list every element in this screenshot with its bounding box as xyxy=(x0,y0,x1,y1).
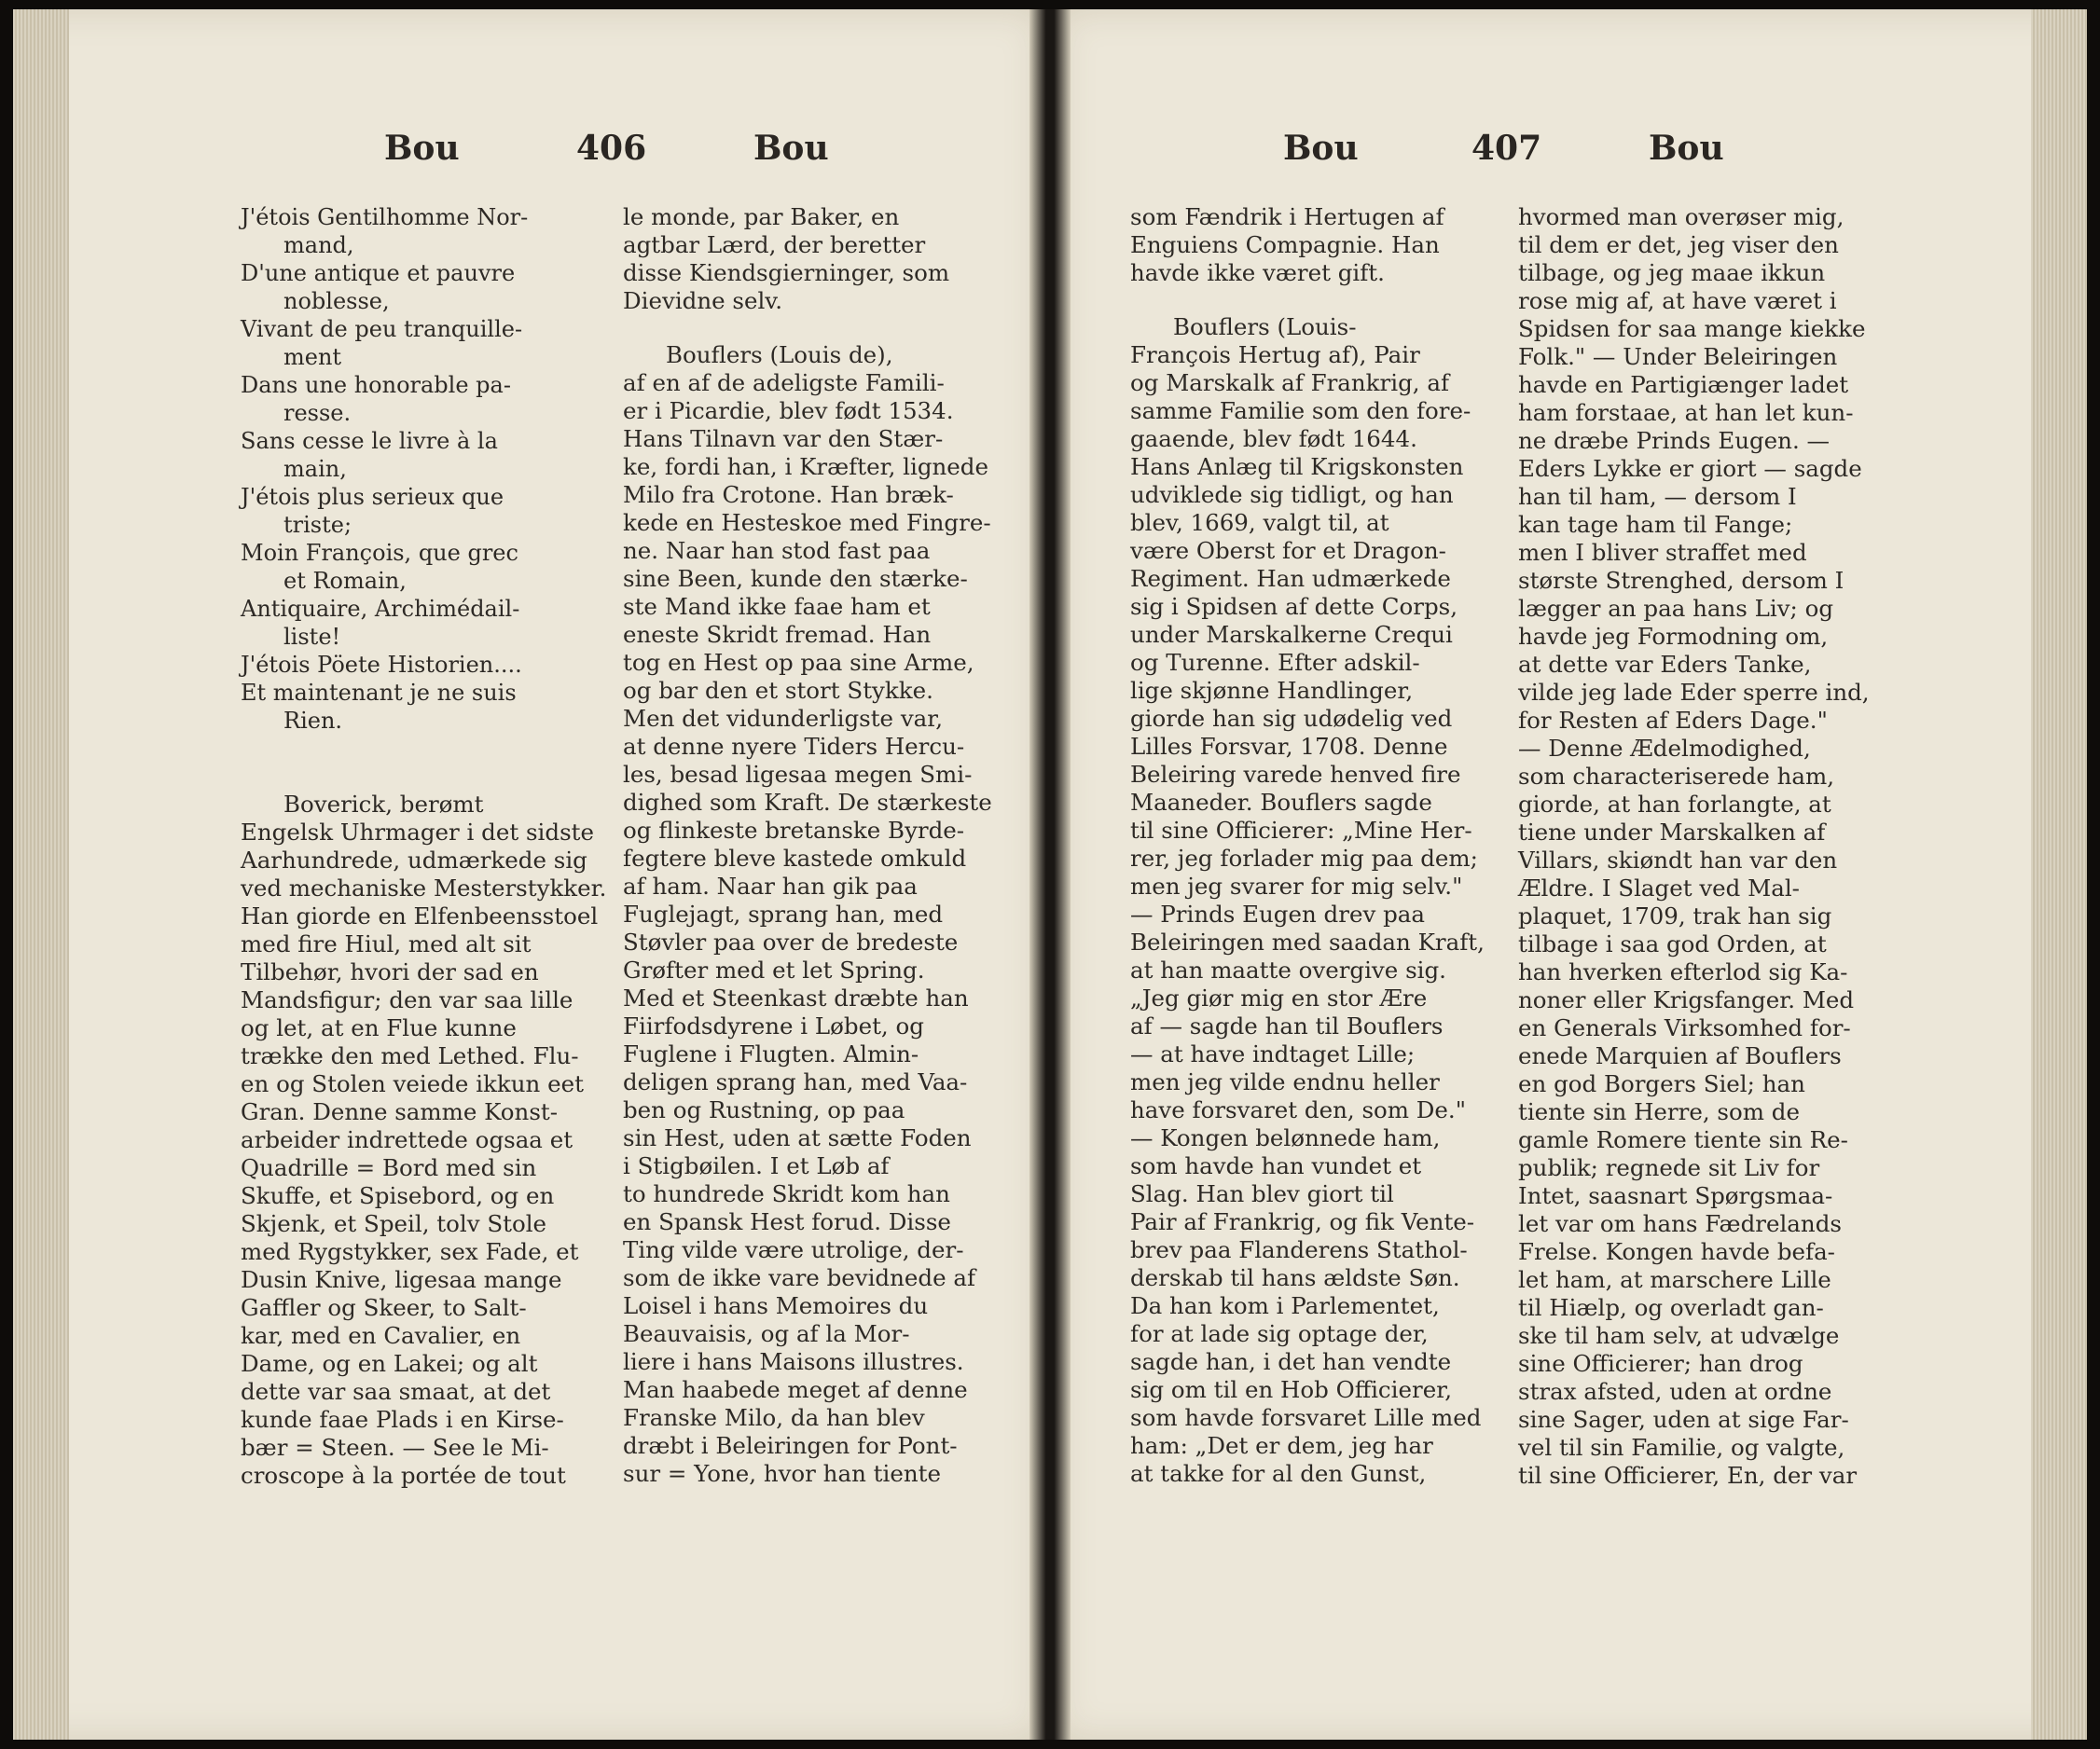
text-line: og let, at en Flue kunne xyxy=(241,1014,517,1041)
text-line: som havde forsvaret Lille med xyxy=(1130,1404,1482,1431)
text-line: Antiquaire, Archimédail- xyxy=(241,596,520,622)
text-line: Fuglejagt, sprang han, med xyxy=(623,901,944,928)
text-line: hvormed man overøser mig, xyxy=(1518,203,1844,230)
text-line: Skuffe, et Spisebord, og en xyxy=(241,1182,555,1209)
text-line: François Hertug af), Pair xyxy=(1130,341,1420,368)
text-line: derskab til hans ældste Søn. xyxy=(1130,1264,1460,1291)
text-line: dræbt i Beleiringen for Pont- xyxy=(623,1432,958,1459)
text-line: under Marskalkerne Crequi xyxy=(1130,621,1453,648)
text-line: Bouflers (Louis- xyxy=(1173,313,1357,340)
right-page-edge xyxy=(2031,9,2087,1740)
text-line: Boverick, berømt xyxy=(283,791,484,818)
text-line: — Prinds Eugen drev paa xyxy=(1130,901,1425,928)
text-line: og bar den et stort Stykke. xyxy=(623,677,933,704)
text-line: med Rygstykker, sex Fade, et xyxy=(241,1238,579,1265)
text-line: til sine Officierer: „Mine Her- xyxy=(1130,817,1472,844)
text-line: main, xyxy=(283,456,347,482)
text-line: største Strenghed, dersom I xyxy=(1518,567,1844,594)
text-line: plaquet, 1709, trak han sig xyxy=(1518,902,1832,930)
text-line: ne dræbe Prinds Eugen. — xyxy=(1518,427,1831,454)
text-line: vilde jeg lade Eder sperre ind, xyxy=(1518,679,1870,706)
text-line: Da han kom i Parlementet, xyxy=(1130,1292,1440,1319)
text-line: ske til ham selv, at udvælge xyxy=(1518,1322,1840,1349)
text-line: D'une antique et pauvre xyxy=(241,260,516,286)
text-line: Støvler paa over de bredeste xyxy=(623,929,959,956)
text-line: Beauvaisis, og af la Mor- xyxy=(623,1320,910,1347)
text-line: Fuglene i Flugten. Almin- xyxy=(623,1040,919,1067)
poem xyxy=(241,203,595,735)
text-line: arbeider indrettede ogsaa et xyxy=(241,1126,573,1153)
text-line: fegtere bleve kastede omkuld xyxy=(623,845,967,872)
text-line: agtbar Lærd, der beretter xyxy=(623,231,926,258)
text-line: Ting vilde være utrolige, der- xyxy=(623,1236,964,1263)
text-line: havde ikke været gift. xyxy=(1130,259,1385,286)
text-line: — Denne Ædelmodighed, xyxy=(1518,735,1811,762)
text-line: Grøfter med et let Spring. xyxy=(623,957,925,984)
text-line: Regiment. Han udmærkede xyxy=(1130,565,1451,592)
text-line: udviklede sig tidligt, og han xyxy=(1130,481,1454,508)
text-line: Frelse. Kongen havde befa- xyxy=(1518,1238,1835,1265)
entry-boverick xyxy=(241,791,607,1490)
text-line: men I bliver straffet med xyxy=(1518,539,1807,566)
text-line: at dette var Eders Tanke, xyxy=(1518,651,1812,678)
text-line: Vivant de peu tranquille- xyxy=(241,316,523,342)
text-line: to hundrede Skridt kom han xyxy=(623,1180,950,1207)
text-line: Enguiens Compagnie. Han xyxy=(1130,231,1440,258)
text-line: „Jeg giør mig en stor Ære xyxy=(1130,985,1428,1012)
text-line: Han giorde en Elfenbeensstoel xyxy=(241,902,599,930)
text-line: som de ikke vare bevidnede af xyxy=(623,1264,976,1291)
text-line: han hverken efterlod sig Ka- xyxy=(1518,958,1848,985)
text-line: kan tage ham til Fange; xyxy=(1518,511,1793,538)
left-column-2-text xyxy=(623,203,992,1488)
text-line: enede Marquien af Bouflers xyxy=(1518,1042,1842,1069)
text-line: Eders Lykke er giort — sagde xyxy=(1518,455,1862,482)
text-line: mand, xyxy=(283,232,354,258)
text-line: giorde han sig udødelig ved xyxy=(1130,705,1453,732)
text-line: som Fændrik i Hertugen af xyxy=(1130,203,1444,230)
text-line: Ældre. I Slaget ved Mal- xyxy=(1518,874,1800,902)
text-line: have forsvaret den, som De." xyxy=(1130,1096,1466,1123)
text-line: og Marskalk af Frankrig, af xyxy=(1130,369,1450,396)
text-line: ment xyxy=(283,344,342,370)
text-line: Intet, saasnart Spørgsmaa- xyxy=(1518,1182,1833,1209)
text-line: kar, med en Cavalier, en xyxy=(241,1322,521,1349)
text-line: Villars, skiøndt han var den xyxy=(1518,847,1838,874)
left-page-number: 406 xyxy=(576,129,647,168)
text-line: — Kongen belønnede ham, xyxy=(1130,1124,1441,1151)
text-line: Beleiringen med saadan Kraft, xyxy=(1130,929,1485,956)
text-line: en god Borgers Siel; han xyxy=(1518,1070,1805,1097)
text-line: Franske Milo, da han blev xyxy=(623,1404,925,1431)
text-line: og flinkeste bretanske Byrde- xyxy=(623,817,965,844)
text-line: tilbage i saa god Orden, at xyxy=(1518,930,1827,957)
text-line: gamle Romere tiente sin Re- xyxy=(1518,1126,1848,1153)
text-line: Sans cesse le livre à la xyxy=(241,428,498,454)
text-line: Maaneder. Bouflers sagde xyxy=(1130,789,1432,816)
text-line: Mandsfigur; den var saa lille xyxy=(241,986,573,1013)
text-line: Bouflers (Louis de), xyxy=(666,341,893,368)
text-line: noner eller Krigsfanger. Med xyxy=(1518,986,1855,1013)
text-line: Gaffler og Skeer, to Salt- xyxy=(241,1294,527,1321)
text-line: Aarhundrede, udmærkede sig xyxy=(241,847,587,874)
text-line: ben og Rustning, op paa xyxy=(623,1096,905,1123)
text-line: publik; regnede sit Liv for xyxy=(1518,1154,1820,1181)
text-line: til sine Officierer, En, der var xyxy=(1518,1462,1858,1489)
text-line: disse Kiendsgierninger, som xyxy=(623,259,950,286)
text-line: Dievidne selv. xyxy=(623,287,783,314)
text-line: som havde han vundet et xyxy=(1130,1152,1422,1179)
text-line: Pair af Frankrig, og fik Vente- xyxy=(1130,1208,1475,1235)
text-line: sur = Yone, hvor han tiente xyxy=(623,1460,941,1487)
text-line: at denne nyere Tiders Hercu- xyxy=(623,733,965,760)
text-line: Spidsen for saa mange kiekke xyxy=(1518,315,1866,342)
text-line: resse. xyxy=(283,400,352,426)
right-header-word-left: Bou xyxy=(1283,129,1359,168)
text-line: sine Been, kunde den stærke- xyxy=(623,565,968,592)
text-line: ham: „Det er dem, jeg har xyxy=(1130,1432,1433,1459)
text-line: brev paa Flanderens Stathol- xyxy=(1130,1236,1468,1263)
text-line: men jeg vilde endnu heller xyxy=(1130,1068,1440,1095)
text-line: blev, 1669, valgt til, at xyxy=(1130,509,1389,536)
text-line: Slag. Han blev giort til xyxy=(1130,1180,1394,1207)
text-line: havde en Partigiænger ladet xyxy=(1518,371,1849,398)
text-line: Milo fra Crotone. Han bræk- xyxy=(623,481,954,508)
text-line: for Resten af Eders Dage." xyxy=(1518,707,1828,734)
left-page-edge xyxy=(13,9,69,1740)
text-line: men jeg svarer for mig selv." xyxy=(1130,873,1463,900)
text-line: tiente sin Herre, som de xyxy=(1518,1098,1800,1125)
text-line: vel til sin Familie, og valgte, xyxy=(1518,1434,1845,1461)
text-line: noblesse, xyxy=(283,288,390,314)
text-line: Moin François, que grec xyxy=(241,540,518,566)
text-line: gaaende, blev født 1644. xyxy=(1130,425,1417,452)
text-line: han til ham, — dersom I xyxy=(1518,483,1797,510)
text-line: Men det vidunderligste var, xyxy=(623,705,944,732)
text-line: til Hiælp, og overladt gan- xyxy=(1518,1294,1824,1321)
text-line: en Generals Virksomhed for- xyxy=(1518,1014,1851,1041)
text-line: sig om til en Hob Officierer, xyxy=(1130,1376,1453,1403)
right-column-2 xyxy=(1518,203,1891,1490)
text-line: Beleiring varede henved fire xyxy=(1130,761,1461,788)
text-line: dighed som Kraft. De stærkeste xyxy=(623,789,992,816)
text-line: tilbage, og jeg maae ikkun xyxy=(1518,259,1826,286)
text-line: Fiirfodsdyrene i Løbet, og xyxy=(623,1012,924,1040)
text-line: Lilles Forsvar, 1708. Denne xyxy=(1130,733,1448,760)
text-line: være Oberst for et Dragon- xyxy=(1130,537,1446,564)
text-line: J'étois plus serieux que xyxy=(241,484,504,510)
text-line: lægger an paa hans Liv; og xyxy=(1518,595,1834,622)
text-line: Skjenk, et Speil, tolv Stole xyxy=(241,1210,547,1237)
text-line: ste Mand ikke faae ham et xyxy=(623,593,931,620)
text-line: samme Familie som den fore- xyxy=(1130,397,1471,424)
text-line: liste! xyxy=(283,624,341,650)
text-line: bær = Steen. — See le Mi- xyxy=(241,1434,549,1461)
text-line: at takke for al den Gunst, xyxy=(1130,1460,1427,1487)
text-line: rer, jeg forlader mig paa dem; xyxy=(1130,845,1478,872)
text-line: Dame, og en Lakei; og alt xyxy=(241,1350,538,1377)
text-line: Med et Steenkast dræbte han xyxy=(623,985,969,1012)
text-line: le monde, par Baker, en xyxy=(623,203,900,230)
text-line: med fire Hiul, med alt sit xyxy=(241,930,532,957)
text-line: giorde, at han forlangte, at xyxy=(1518,791,1831,818)
text-line: Folk." — Under Beleiringen xyxy=(1518,343,1838,370)
right-column-2-text xyxy=(1518,203,1891,1490)
text-line: strax afsted, uden at ordne xyxy=(1518,1378,1832,1405)
text-line: Man haabede meget af denne xyxy=(623,1376,968,1403)
right-header-word-right: Bou xyxy=(1649,129,1724,168)
text-line: sagde han, i det han vendte xyxy=(1130,1348,1452,1375)
text-line: rose mig af, at have været i xyxy=(1518,287,1837,314)
text-line: og Turenne. Efter adskil- xyxy=(1130,649,1420,676)
text-line: kunde faae Plads i en Kirse- xyxy=(241,1406,564,1433)
text-line: trække den med Lethed. Flu- xyxy=(241,1042,579,1069)
text-line: Rien. xyxy=(283,708,343,734)
text-line: i Stigbøilen. I et Løb af xyxy=(623,1152,890,1179)
left-header-word-left: Bou xyxy=(384,129,460,168)
left-column-1 xyxy=(241,203,607,1490)
text-line: som characteriserede ham, xyxy=(1518,763,1835,790)
text-line: til dem er det, jeg viser den xyxy=(1518,231,1839,258)
text-line: J'étois Pöete Historien.... xyxy=(241,652,522,678)
text-line: er i Picardie, blev født 1534. xyxy=(623,397,954,424)
text-line: ne. Naar han stod fast paa xyxy=(623,537,931,564)
text-line: tiene under Marskalken af xyxy=(1518,819,1826,846)
text-line: — at have indtaget Lille; xyxy=(1130,1040,1416,1067)
text-line: J'étois Gentilhomme Nor- xyxy=(241,204,529,230)
text-line: at han maatte overgive sig. xyxy=(1130,957,1446,984)
left-column-2 xyxy=(623,203,992,1488)
text-line: ved mechaniske Mesterstykker. xyxy=(241,874,607,902)
text-line: sig i Spidsen af dette Corps, xyxy=(1130,593,1458,620)
text-line: Gran. Denne samme Konst- xyxy=(241,1098,559,1125)
text-line: croscope à la portée de tout xyxy=(241,1462,566,1489)
text-line: en og Stolen veiede ikkun eet xyxy=(241,1070,584,1097)
right-page-number: 407 xyxy=(1471,129,1542,168)
text-line xyxy=(623,315,988,341)
text-line: en Spansk Hest forud. Disse xyxy=(623,1208,951,1235)
text-line: tog en Hest op paa sine Arme, xyxy=(623,649,974,676)
text-line: triste; xyxy=(283,512,352,538)
text-line: havde jeg Formodning om, xyxy=(1518,623,1829,650)
right-page-header xyxy=(0,129,2100,185)
left-header-word-right: Bou xyxy=(753,129,829,168)
text-line: et Romain, xyxy=(283,568,407,594)
text-line: Dans une honorable pa- xyxy=(241,372,511,398)
text-line: eneste Skridt fremad. Han xyxy=(623,621,932,648)
text-line: les, besad ligesaa megen Smi- xyxy=(623,761,973,788)
right-column-1-text xyxy=(1130,203,1494,1488)
text-line: Quadrille = Bord med sin xyxy=(241,1154,537,1181)
text-line: for at lade sig optage der, xyxy=(1130,1320,1429,1347)
text-line: lige skjønne Handlinger, xyxy=(1130,677,1414,704)
text-line: af — sagde han til Bouflers xyxy=(1130,1012,1444,1040)
text-line: ke, fordi han, i Kræfter, lignede xyxy=(623,453,988,480)
text-line: sine Officierer; han drog xyxy=(1518,1350,1803,1377)
text-line: af ham. Naar han gik paa xyxy=(623,873,918,900)
text-line: Loisel i hans Memoires du xyxy=(623,1292,929,1319)
text-line: Hans Tilnavn var den Stær- xyxy=(623,425,944,452)
text-line: kede en Hesteskoe med Fingre- xyxy=(623,509,991,536)
text-line: let var om hans Fædrelands xyxy=(1518,1210,1842,1237)
text-line: liere i hans Maisons illustres. xyxy=(623,1348,964,1375)
text-line: ham forstaae, at han let kun- xyxy=(1518,399,1854,426)
text-line: Hans Anlæg til Krigskonsten xyxy=(1130,453,1464,480)
text-line: Dusin Knive, ligesaa mange xyxy=(241,1266,562,1293)
text-line: Tilbehør, hvori der sad en xyxy=(241,958,539,985)
right-column-1 xyxy=(1130,203,1494,1488)
text-line: Et maintenant je ne suis xyxy=(241,680,517,706)
text-line: sine Sager, uden at sige Far- xyxy=(1518,1406,1849,1433)
text-line: dette var saa smaat, at det xyxy=(241,1378,551,1405)
text-line: af en af de adeligste Famili- xyxy=(623,369,945,396)
text-line: sin Hest, uden at sætte Foden xyxy=(623,1124,972,1151)
text-line: deligen sprang han, med Vaa- xyxy=(623,1068,968,1095)
text-line: let ham, at marschere Lille xyxy=(1518,1266,1831,1293)
text-line xyxy=(1130,287,1494,313)
book-gutter xyxy=(1029,9,1071,1740)
text-line: Engelsk Uhrmager i det sidste xyxy=(241,819,594,846)
